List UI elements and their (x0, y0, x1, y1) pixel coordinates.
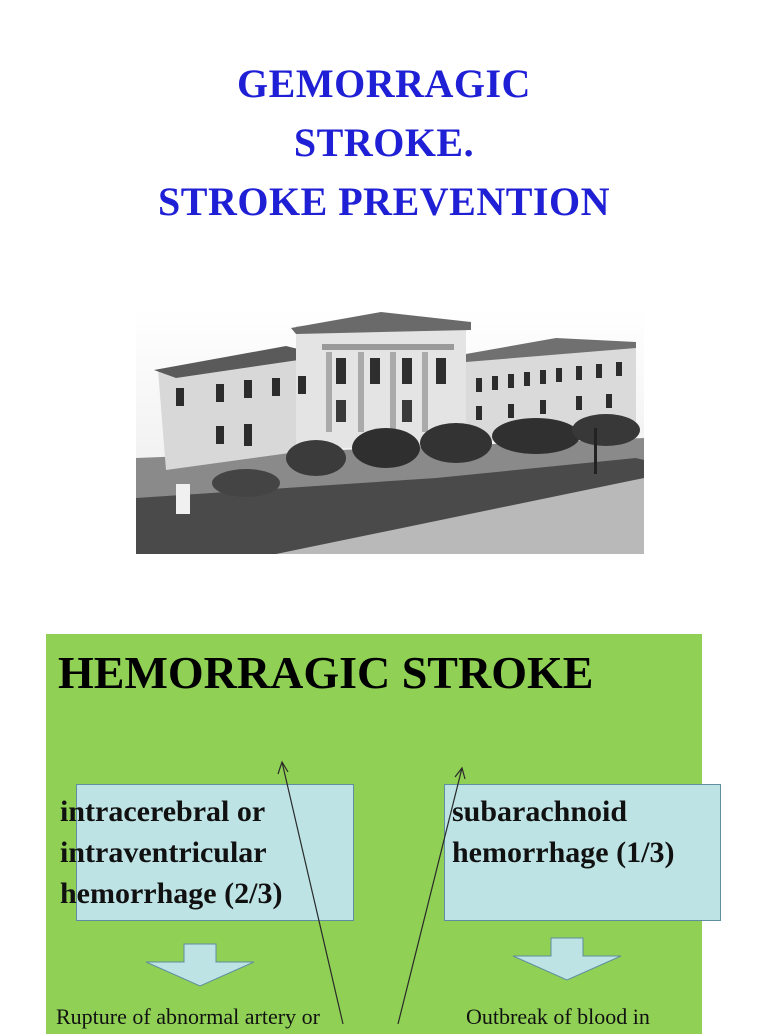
right-box-line-1: subarachnoid (452, 795, 628, 828)
left-box-line-3: hemorrhage (2/3) (60, 877, 283, 910)
subarachnoid-text (452, 791, 674, 873)
left-box-line-1: intracerebral or (60, 795, 266, 828)
right-box-line-2: hemorrhage (1/3) (452, 836, 675, 869)
slide-heading: HEMORRAGIC STROKE (58, 647, 594, 698)
left-box-line-2: intraventricular (60, 836, 267, 869)
title-line-3: STROKE PREVENTION (158, 179, 610, 224)
left-caption: Rupture of abnormal artery or (56, 1004, 320, 1029)
intracerebral-text (60, 791, 282, 914)
title-line-1: GEMORRAGIC (237, 61, 531, 106)
hospital-building-photo (136, 308, 644, 554)
document-title (0, 54, 768, 231)
right-caption: Outbreak of blood in (466, 1004, 650, 1029)
title-line-2: STROKE. (293, 120, 475, 165)
